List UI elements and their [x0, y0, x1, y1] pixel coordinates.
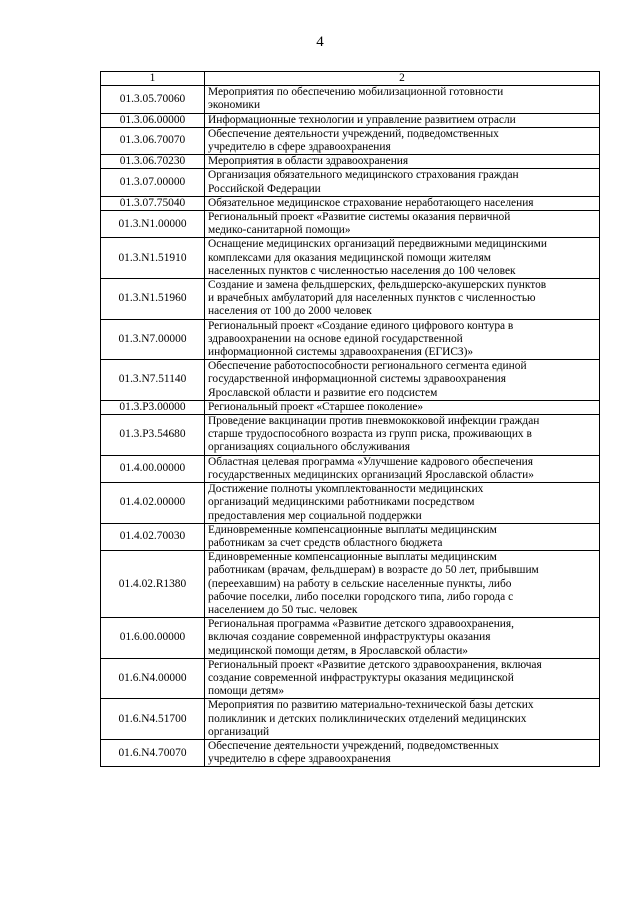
column-header-1: 1 [101, 72, 205, 86]
table-row [101, 618, 600, 659]
row-name-line: поликлиник и детских поликлинических отделений медицинских [208, 712, 527, 725]
row-name-line: Проведение вакцинации против пневмококковой инфекции граждан [208, 415, 540, 428]
row-name-line: Обеспечение работоспособности регионального сегмента единой [208, 360, 527, 373]
row-name [205, 483, 600, 524]
table-row [101, 523, 600, 550]
row-name-line: Российской Федерации [208, 182, 321, 195]
row-name [205, 400, 600, 414]
table-row [101, 86, 600, 113]
row-name-line: Региональный проект «Создание единого цифрового контура в [208, 319, 514, 332]
table-row [101, 279, 600, 320]
page-number: 4 [316, 34, 324, 50]
row-code: 01.3.07.00000 [101, 169, 205, 196]
table-row [101, 739, 600, 766]
table-header-row [101, 72, 600, 86]
row-code: 01.3.06.00000 [101, 113, 205, 127]
row-name [205, 127, 600, 154]
row-code: 01.3.N1.51960 [101, 279, 205, 320]
row-name-line: экономики [208, 99, 261, 112]
row-name-line: Оснащение медицинских организаций передвижными медицинскими [208, 238, 547, 251]
table-row [101, 319, 600, 360]
row-name-line: Областная целевая программа «Улучшение кадрового обеспечения [208, 455, 534, 468]
row-name [205, 739, 600, 766]
row-name-line: Единовременные компенсационные выплаты медицинским [208, 523, 497, 536]
row-code: 01.3.N1.00000 [101, 211, 205, 238]
row-name [205, 658, 600, 699]
row-name-line: старше трудоспособного возраста из групп риска, проживающих в [208, 428, 532, 441]
row-name-line: Обеспечение деятельности учреждений, подведомственных [208, 739, 499, 752]
row-name [205, 211, 600, 238]
row-name [205, 113, 600, 127]
table-row [101, 658, 600, 699]
row-name-line: Мероприятия по обеспечению мобилизационной готовности [208, 86, 504, 99]
row-code: 01.3.P3.00000 [101, 400, 205, 414]
row-name [205, 618, 600, 659]
row-code: 01.4.02.00000 [101, 483, 205, 524]
table-row [101, 455, 600, 482]
row-name-line: и врачебных амбулаторий для населенных пунктов с численностью [208, 292, 536, 305]
row-name-line: медицинской помощи детям, в Ярославской области» [208, 644, 468, 657]
row-name-line: государственных медицинских организаций Ярославской области» [208, 468, 534, 481]
row-name-line: информационной системы здравоохранения (ЕГИСЗ)» [208, 346, 474, 359]
table-row [101, 551, 600, 618]
table-row [101, 127, 600, 154]
row-name-line: населенных пунктов с численностью населения до 100 человек [208, 264, 516, 277]
row-name-line: (переехавшим) на работу в сельские населенные пункты, либо [208, 577, 512, 590]
row-code: 01.3.07.75040 [101, 196, 205, 210]
row-name [205, 415, 600, 456]
table-row [101, 483, 600, 524]
row-name-line: населения от 100 до 2000 человек [208, 305, 372, 318]
row-name [205, 169, 600, 196]
column-header-2: 2 [205, 72, 600, 86]
row-name-line: Региональный проект «Развитие детского здравоохранения, включая [208, 658, 542, 671]
row-code: 01.6.N4.70070 [101, 739, 205, 766]
row-code: 01.3.06.70230 [101, 155, 205, 169]
row-name-line: комплексами для оказания медицинской помощи жителям [208, 251, 491, 264]
row-code: 01.4.00.00000 [101, 455, 205, 482]
row-name-line: здравоохранении на основе единой государственной [208, 332, 463, 345]
row-name [205, 551, 600, 618]
row-code: 01.6.N4.51700 [101, 699, 205, 740]
row-name-line: включая создание современной инфраструктуры оказания [208, 631, 491, 644]
row-name [205, 196, 600, 210]
row-name-line: Создание и замена фельдшерских, фельдшерско-акушерских пунктов [208, 279, 547, 292]
table-row [101, 360, 600, 401]
table-row [101, 211, 600, 238]
row-name-line: Ярославской области и развитие его подсистем [208, 386, 438, 399]
row-code: 01.6.N4.00000 [101, 658, 205, 699]
table-row [101, 196, 600, 210]
table-row [101, 113, 600, 127]
row-name-line: Региональная программа «Развитие детского здравоохранения, [208, 618, 514, 631]
row-name [205, 319, 600, 360]
row-name-line: создание современной инфраструктуры оказания медицинской [208, 671, 514, 684]
row-name-line: рабочие поселки, либо поселки городского типа, либо города с [208, 590, 514, 603]
table-row [101, 169, 600, 196]
row-name-line: учредителю в сфере здравоохранения [208, 141, 391, 154]
row-name-line: Региональный проект «Развитие системы оказания первичной [208, 211, 511, 224]
row-code: 01.4.02.R1380 [101, 551, 205, 618]
row-name-line: учредителю в сфере здравоохранения [208, 753, 391, 766]
row-code: 01.3.05.70060 [101, 86, 205, 113]
row-code: 01.3.N7.00000 [101, 319, 205, 360]
row-name-line: Мероприятия в области здравоохранения [208, 155, 409, 168]
row-name [205, 279, 600, 320]
table-row [101, 415, 600, 456]
row-name-line: помощи детям» [208, 685, 285, 698]
classification-table [100, 71, 600, 767]
row-name-line: Организация обязательного медицинского страхования граждан [208, 169, 519, 182]
row-name [205, 699, 600, 740]
row-name-line: Единовременные компенсационные выплаты медицинским [208, 551, 497, 564]
row-name [205, 360, 600, 401]
row-code: 01.4.02.70030 [101, 523, 205, 550]
row-name-line: государственной информационной системы здравоохранения [208, 373, 506, 386]
row-name-line: Региональный проект «Старшее поколение» [208, 400, 424, 413]
row-name [205, 455, 600, 482]
row-name [205, 238, 600, 279]
table-row [101, 400, 600, 414]
row-name-line: Мероприятия по развитию материально-технической базы детских [208, 699, 534, 712]
row-code: 01.3.N1.51910 [101, 238, 205, 279]
row-name-line: Обеспечение деятельности учреждений, подведомственных [208, 127, 499, 140]
row-name-line: работникам за счет средств областного бюджета [208, 536, 443, 549]
row-name-line: Информационные технологии и управление развитием отрасли [208, 113, 516, 126]
row-name-line: Обязательное медицинское страхование неработающего населения [208, 196, 534, 209]
row-name-line: Достижение полноты укомплектованности медицинских [208, 483, 484, 496]
row-name-line: населением до 50 тыс. человек [208, 603, 358, 616]
row-code: 01.3.N7.51140 [101, 360, 205, 401]
row-code: 01.6.00.00000 [101, 618, 205, 659]
table-row [101, 699, 600, 740]
row-name-line: работникам (врачам, фельдшерам) в возрасте до 50 лет, прибывшим [208, 564, 539, 577]
table-row [101, 155, 600, 169]
row-name-line: организаций медицинскими работниками посредством [208, 496, 475, 509]
row-name-line: медико-санитарной помощи» [208, 224, 351, 237]
row-name [205, 523, 600, 550]
row-name [205, 155, 600, 169]
row-name [205, 86, 600, 113]
row-name-line: организациях социального обслуживания [208, 441, 410, 454]
table-row [101, 238, 600, 279]
row-code: 01.3.P3.54680 [101, 415, 205, 456]
row-code: 01.3.06.70070 [101, 127, 205, 154]
row-name-line: организаций [208, 725, 270, 738]
row-name-line: предоставления мер социальной поддержки [208, 509, 422, 522]
